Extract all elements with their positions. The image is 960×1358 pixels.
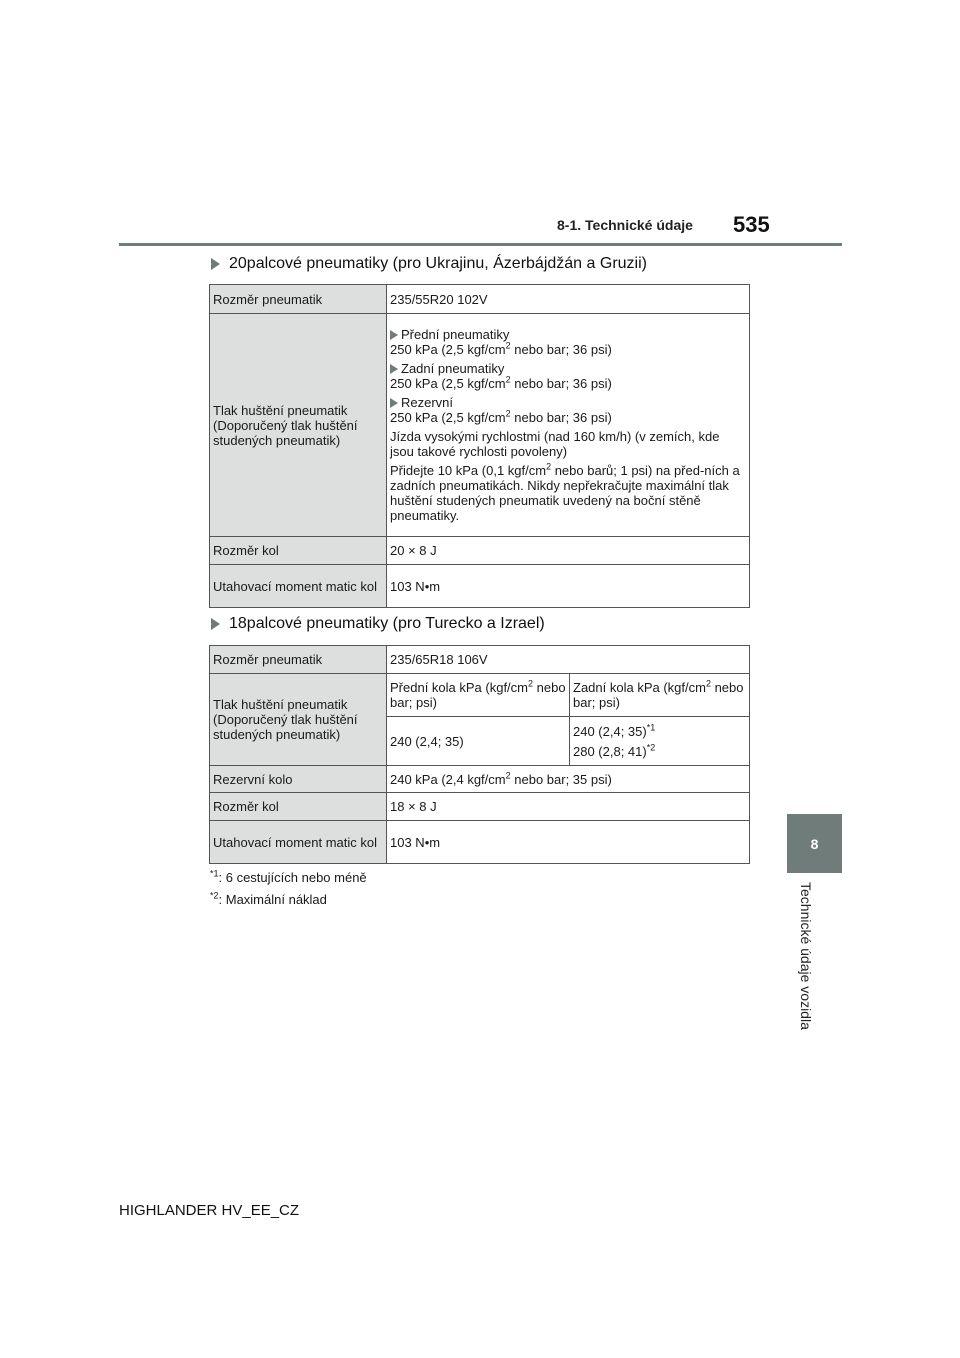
pressure-add-note (390, 463, 746, 523)
pressure-add-note-end: nebo barů; 1 psi) na před-ních a zadních pneumatikách. Nikdy nepřekračujte maximální tlak huštění studených pneumatik uvedený na boční stěně pneumatiky. (390, 462, 740, 523)
superscript: 2 (505, 408, 511, 419)
footnote-text: : Maximální náklad (218, 892, 327, 907)
rear-tires-value-end: nebo bar; 36 psi) (510, 375, 612, 391)
superscript: 2 (505, 374, 511, 385)
footnote-ref: *1 (646, 722, 656, 733)
tire-size-label: Rozměr pneumatik (210, 285, 387, 314)
torque-value: 103 N•m (387, 821, 750, 864)
spare-tire-value: 250 kPa (2,5 kgf/cm (390, 409, 506, 425)
pressure-add-note-start: Přidejte 10 kPa (0,1 kgf/cm (390, 462, 547, 478)
wheel-size-label: Rozměr kol (210, 537, 387, 565)
table-row (210, 565, 750, 608)
front-column-header (387, 674, 570, 717)
footnote-mark: *1 (210, 868, 219, 879)
rear-pressure-value-1 (573, 724, 746, 739)
footnote (210, 892, 327, 907)
triangle-bullet-icon (390, 398, 398, 408)
header-divider (119, 243, 842, 246)
front-tires-block (390, 327, 746, 357)
tire-size-value: 235/55R20 102V (387, 285, 750, 314)
rear-tires-value: 250 kPa (2,5 kgf/cm (390, 375, 506, 391)
rear-pressure-value-2 (573, 744, 746, 759)
front-tires-value-end: nebo bar; 36 psi) (510, 341, 612, 357)
table-row (210, 674, 750, 717)
torque-label: Utahovací moment matic kol (210, 565, 387, 608)
chapter-number: 8 (810, 835, 819, 852)
table-row (210, 821, 750, 864)
rear-value-text: 280 (2,8; 41) (573, 743, 647, 759)
rear-pressure-values (570, 717, 750, 766)
wheel-size-value: 18 × 8 J (387, 793, 750, 821)
spare-tire-block (390, 395, 746, 425)
superscript: 2 (505, 340, 511, 351)
table-row (210, 285, 750, 314)
front-column-header-text: Přední kola kPa (kgf/cm (390, 680, 528, 695)
table-row (210, 537, 750, 565)
spare-tire-value-end: nebo bar; 36 psi) (510, 409, 612, 425)
section-heading-18inch (211, 615, 545, 633)
footnote-mark: *2 (210, 890, 219, 901)
tire-size-label: Rozměr pneumatik (210, 646, 387, 674)
rear-value-text: 240 (2,4; 35) (573, 723, 647, 739)
rear-tires-heading: Zadní pneumatiky (401, 360, 505, 376)
tire-spec-table-18inch (209, 645, 750, 864)
superscript: 2 (505, 770, 511, 781)
spare-wheel-value-text: 240 kPa (2,4 kgf/cm (390, 771, 506, 787)
footnote (210, 870, 367, 885)
triangle-bullet-icon (211, 618, 220, 630)
wheel-size-value: 20 × 8 J (387, 537, 750, 565)
section-heading-text: 20palcové pneumatiky (pro Ukrajinu, Ázerbájdžán a Gruzii) (229, 255, 647, 272)
rear-column-header-text: Zadní kola kPa (kgf/cm (573, 680, 706, 695)
superscript: 2 (546, 461, 552, 472)
pressure-label: Tlak huštění pneumatik (Doporučený tlak huštění studených pneumatik) (210, 674, 387, 766)
superscript: 2 (705, 678, 711, 689)
rear-tires-block (390, 361, 746, 391)
front-tires-heading: Přední pneumatiky (401, 326, 510, 342)
rear-column-header-end: nebo bar; psi) (573, 680, 744, 710)
torque-value: 103 N•m (387, 565, 750, 608)
triangle-bullet-icon (211, 258, 220, 270)
page-number: 535 (733, 212, 770, 237)
triangle-bullet-icon (390, 364, 398, 374)
chapter-label: Technické údaje vozidla (798, 882, 814, 1030)
footnote-text: : 6 cestujících nebo méně (218, 870, 367, 885)
torque-label: Utahovací moment matic kol (210, 821, 387, 864)
table-row (210, 314, 750, 537)
front-pressure-value: 240 (2,4; 35) (387, 717, 570, 766)
pressure-label: Tlak huštění pneumatik (Doporučený tlak huštění studených pneumatik) (210, 314, 387, 537)
spare-tire-heading: Rezervní (401, 394, 454, 410)
spare-wheel-label: Rezervní kolo (210, 766, 387, 793)
front-column-header-end: nebo bar; psi) (390, 680, 566, 710)
tire-size-value: 235/65R18 106V (387, 646, 750, 674)
tire-spec-table-20inch (209, 284, 750, 608)
wheel-size-label: Rozměr kol (210, 793, 387, 821)
superscript: 2 (528, 678, 534, 689)
section-heading-text: 18palcové pneumatiky (pro Turecko a Izrael) (229, 615, 545, 632)
spare-wheel-value (387, 766, 750, 793)
high-speed-note: Jízda vysokými rychlostmi (nad 160 km/h) (v zemích, kde jsou takové rychlosti povoleny) (390, 428, 720, 459)
pressure-details (387, 314, 750, 537)
footer-model: HIGHLANDER HV_EE_CZ (119, 1202, 300, 1219)
section-title: 8-1. Technické údaje (557, 217, 693, 233)
table-row (210, 646, 750, 674)
chapter-tab (787, 814, 842, 873)
spare-wheel-value-end: nebo bar; 35 psi) (510, 771, 612, 787)
triangle-bullet-icon (390, 330, 398, 340)
section-heading-20inch (211, 255, 647, 273)
table-row (210, 793, 750, 821)
footnote-ref: *2 (646, 742, 656, 753)
rear-column-header (570, 674, 750, 717)
front-tires-value: 250 kPa (2,5 kgf/cm (390, 341, 506, 357)
table-row (210, 766, 750, 793)
